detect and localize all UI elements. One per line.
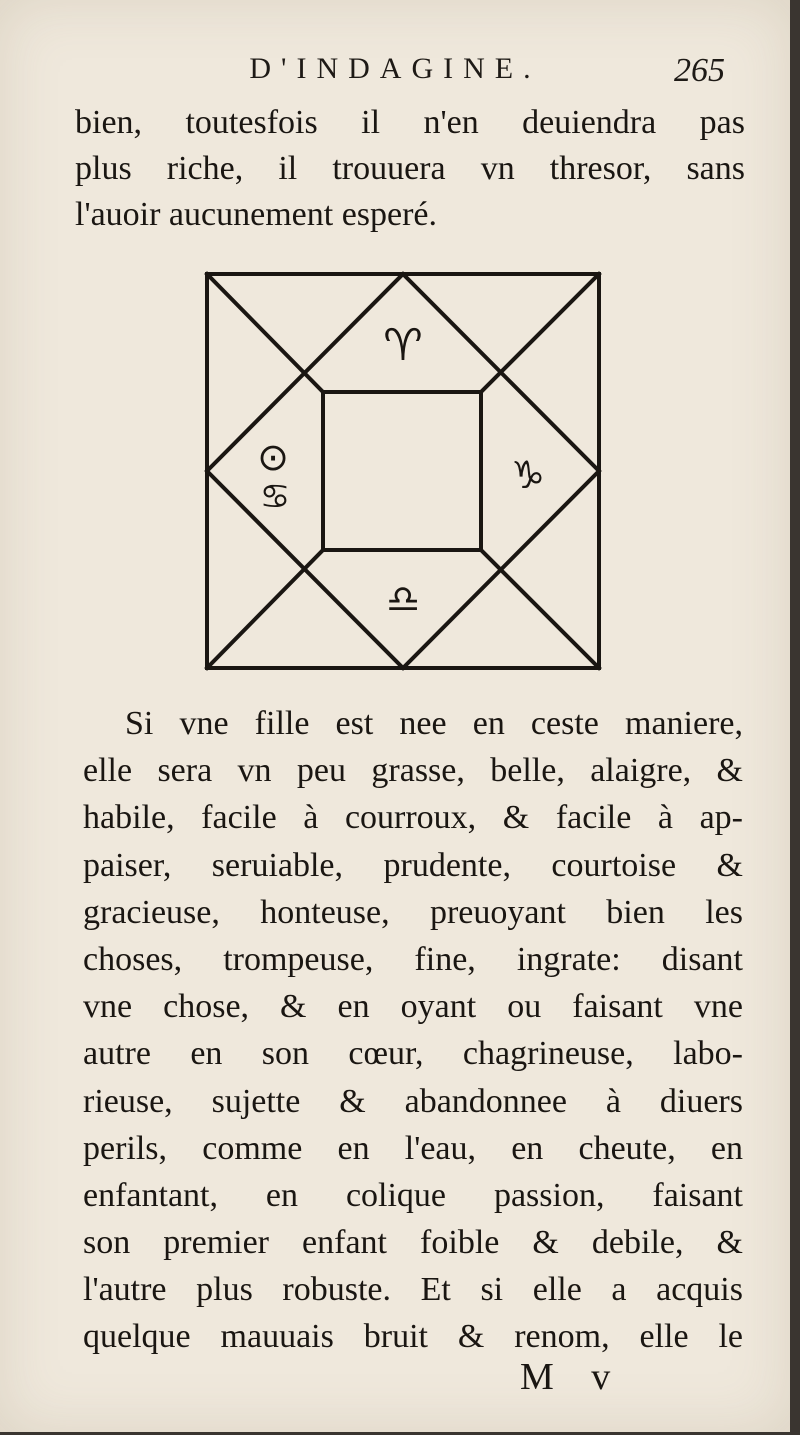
- text-line: l'auoir aucunement esperé.: [75, 196, 438, 233]
- sun-symbol: ⊙: [257, 435, 289, 479]
- top-paragraph: [75, 100, 745, 238]
- text-line: gracieuse, honteuse, preuoyant bien les: [83, 893, 743, 931]
- text-line: autre en son cœur, chagrineuse, labo-: [83, 1035, 743, 1073]
- text-line: elle sera vn peu grasse, belle, alaigre, &: [83, 752, 743, 790]
- text-line: vne chose, & en oyant ou faisant vne: [83, 988, 743, 1026]
- main-paragraph: [83, 700, 743, 1361]
- capricorn-sign: ♑: [510, 453, 546, 497]
- text-line: paiser, seruiable, prudente, courtoise &: [83, 846, 743, 884]
- horoscope-chart-svg: [203, 270, 603, 672]
- text-line: enfantant, en colique passion, faisant: [83, 1176, 743, 1214]
- text-line: Si vne fille est nee en ceste maniere,: [125, 705, 743, 742]
- text-line: bien, toutesfois il n'en deuiendra pas: [75, 104, 745, 141]
- libra-sign: ♎: [385, 577, 421, 621]
- horoscope-diagram: [203, 270, 603, 672]
- diagonal-line: [481, 550, 599, 668]
- text-line: perils, comme en l'eau, en cheute, en: [83, 1129, 743, 1167]
- page-header: [0, 52, 790, 102]
- diagonal-line: [481, 274, 599, 392]
- text-line: l'autre plus robuste. Et si elle a acquis: [83, 1271, 743, 1309]
- text-line: choses, trompeuse, fine, ingrate: disant: [83, 940, 743, 978]
- text-line: plus riche, il trouuera vn thresor, sans: [75, 150, 745, 187]
- signature-mark: M v: [520, 1356, 625, 1398]
- text-line: habile, facile à courroux, & facile à ap-: [83, 799, 743, 837]
- running-head: D'INDAGINE.: [249, 52, 541, 85]
- text-line: son premier enfant foible & debile, &: [83, 1224, 743, 1262]
- cancer-sign: ♋: [259, 477, 291, 517]
- text-line: quelque mauuais bruit & renom, elle le: [83, 1318, 743, 1356]
- inner-square: [323, 392, 481, 550]
- aries-sign: ♈: [383, 320, 423, 371]
- text-line: rieuse, sujette & abandonnee à diuers: [83, 1082, 743, 1120]
- page-number: 265: [674, 52, 725, 89]
